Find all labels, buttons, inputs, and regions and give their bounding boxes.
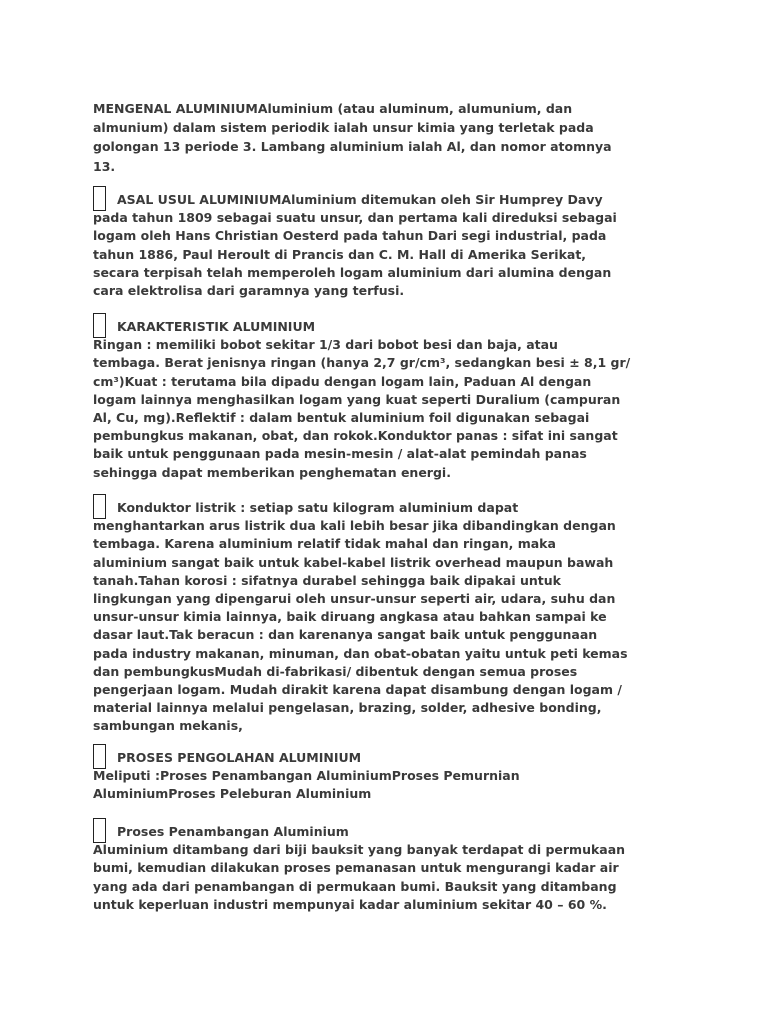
text-line: Al, Cu, mg).Reflektif : dalam bentuk aluminium foil digunakan sebagai [93,409,590,425]
section-heading-line [93,191,748,209]
text-line: cm³)Kuat : terutama bila dipadu dengan logam lain, Paduan Al dengan [93,373,592,389]
paragraph-konduktor-listrik [93,499,748,735]
text-line: cara elektrolisa dari garamnya yang terfusi. [93,282,405,298]
text-line: menghantarkan arus listrik dua kali lebih besar jika dibandingkan dengan [93,518,616,534]
text-line: aluminium sangat baik untuk kabel-kabel listrik overhead maupun bawah [93,554,614,570]
text-line: logam lainnya menghasilkan logam yang kuat seperti Duralium (campuran [93,391,621,407]
section-heading-line [93,318,748,336]
text-line: material lainnya melalui pengelasan, brazing, solder, adhesive bonding, [93,700,602,716]
missing-glyph-box-icon [93,494,106,519]
text-line: pada tahun 1809 sebagai suatu unsur, dan pertama kali direduksi sebagai [93,210,617,226]
section-heading-text: KARAKTERISTIK ALUMINIUM [117,319,316,334]
section-heading-line [93,499,748,517]
text-line: Ringan : memiliki bobot sekitar 1/3 dari bobot besi dan baja, atau [93,337,558,353]
text-line: sehingga dapat memberikan penghematan energi. [93,464,451,480]
text-line: 13. [93,158,116,174]
text-line: pada industry makanan, minuman, dan obat-obatan yaitu untuk peti kemas [93,645,628,661]
text-line: tahun 1886, Paul Heroult di Prancis dan C. M. Hall di Amerika Serikat, [93,246,587,262]
text-line: dasar laut.Tak beracun : dan karenanya sangat baik untuk penggunaan [93,627,598,643]
text-line: pengerjaan logam. Mudah dirakit karena dapat disambung dengan logam / [93,681,622,697]
text-line: untuk keperluan industri mempunyai kadar aluminium sekitar 40 – 60 %. [93,896,607,912]
text-line: tembaga. Berat jenisnya ringan (hanya 2,7 gr/cm³, sedangkan besi ± 8,1 gr/ [93,355,631,371]
text-line: MENGENAL ALUMINIUMAluminium (atau aluminum, alumunium, dan [93,101,573,116]
paragraph-proses-pengolahan [93,749,748,804]
section-heading-text: ASAL USUL ALUMINIUMAluminium ditemukan oleh Sir Humprey Davy [117,192,603,207]
paragraph-proses-penambangan [93,823,748,914]
text-line: bumi, kemudian dilakukan proses pemanasan untuk mengurangi kadar air [93,860,619,876]
section-heading-line [93,823,748,841]
text-line: Meliputi :Proses Penambangan AluminiumProses Pemurnian [93,768,520,784]
paragraph-karakteristik-aluminium [93,318,748,482]
section-heading-text: Proses Penambangan Aluminium [117,824,349,839]
text-line: tanah.Tahan korosi : sifatnya durabel sehingga baik dipakai untuk [93,572,561,588]
section-heading-line [93,749,748,767]
text-line: pembungkus makanan, obat, dan rokok.Konduktor panas : sifat ini sangat [93,428,618,444]
text-line: unsur-unsur kimia lainnya, baik diruang angkasa atau bahkan sampai ke [93,609,607,625]
section-heading-text: Konduktor listrik : setiap satu kilogram aluminium dapat [117,500,519,515]
text-line: baik untuk penggunaan pada mesin-mesin / alat-alat pemindah panas [93,446,587,462]
text-line: tembaga. Karena aluminium relatif tidak mahal dan ringan, maka [93,536,556,552]
text-line: logam oleh Hans Christian Oesterd pada tahun Dari segi industrial, pada [93,228,607,244]
missing-glyph-box-icon [93,186,106,211]
text-line: yang ada dari penambangan di permukaan bumi. Bauksit yang ditambang [93,878,617,894]
text-line: lingkungan yang dipengarui oleh unsur-unsur seperti air, udara, suhu dan [93,590,616,606]
paragraph-asal-usul-aluminium [93,191,748,300]
text-line: Aluminium ditambang dari biji bauksit yang banyak terdapat di permukaan [93,842,626,858]
text-line: sambungan mekanis, [93,718,243,734]
text-line: golongan 13 periode 3. Lambang aluminium ialah Al, dan nomor atomnya [93,139,612,155]
paragraph-mengenal-aluminium [93,99,748,176]
text-line: dan pembungkusMudah di-fabrikasi/ dibentuk dengan semua proses [93,663,578,679]
text-line: almunium) dalam sistem periodik ialah unsur kimia yang terletak pada [93,120,594,136]
missing-glyph-box-icon [93,818,106,843]
missing-glyph-box-icon [93,313,106,338]
section-heading-text: PROSES PENGOLAHAN ALUMINIUM [117,750,362,765]
missing-glyph-box-icon [93,744,106,769]
text-line: secara terpisah telah memperoleh logam aluminium dari alumina dengan [93,264,612,280]
text-line: AluminiumProses Peleburan Aluminium [93,786,372,802]
